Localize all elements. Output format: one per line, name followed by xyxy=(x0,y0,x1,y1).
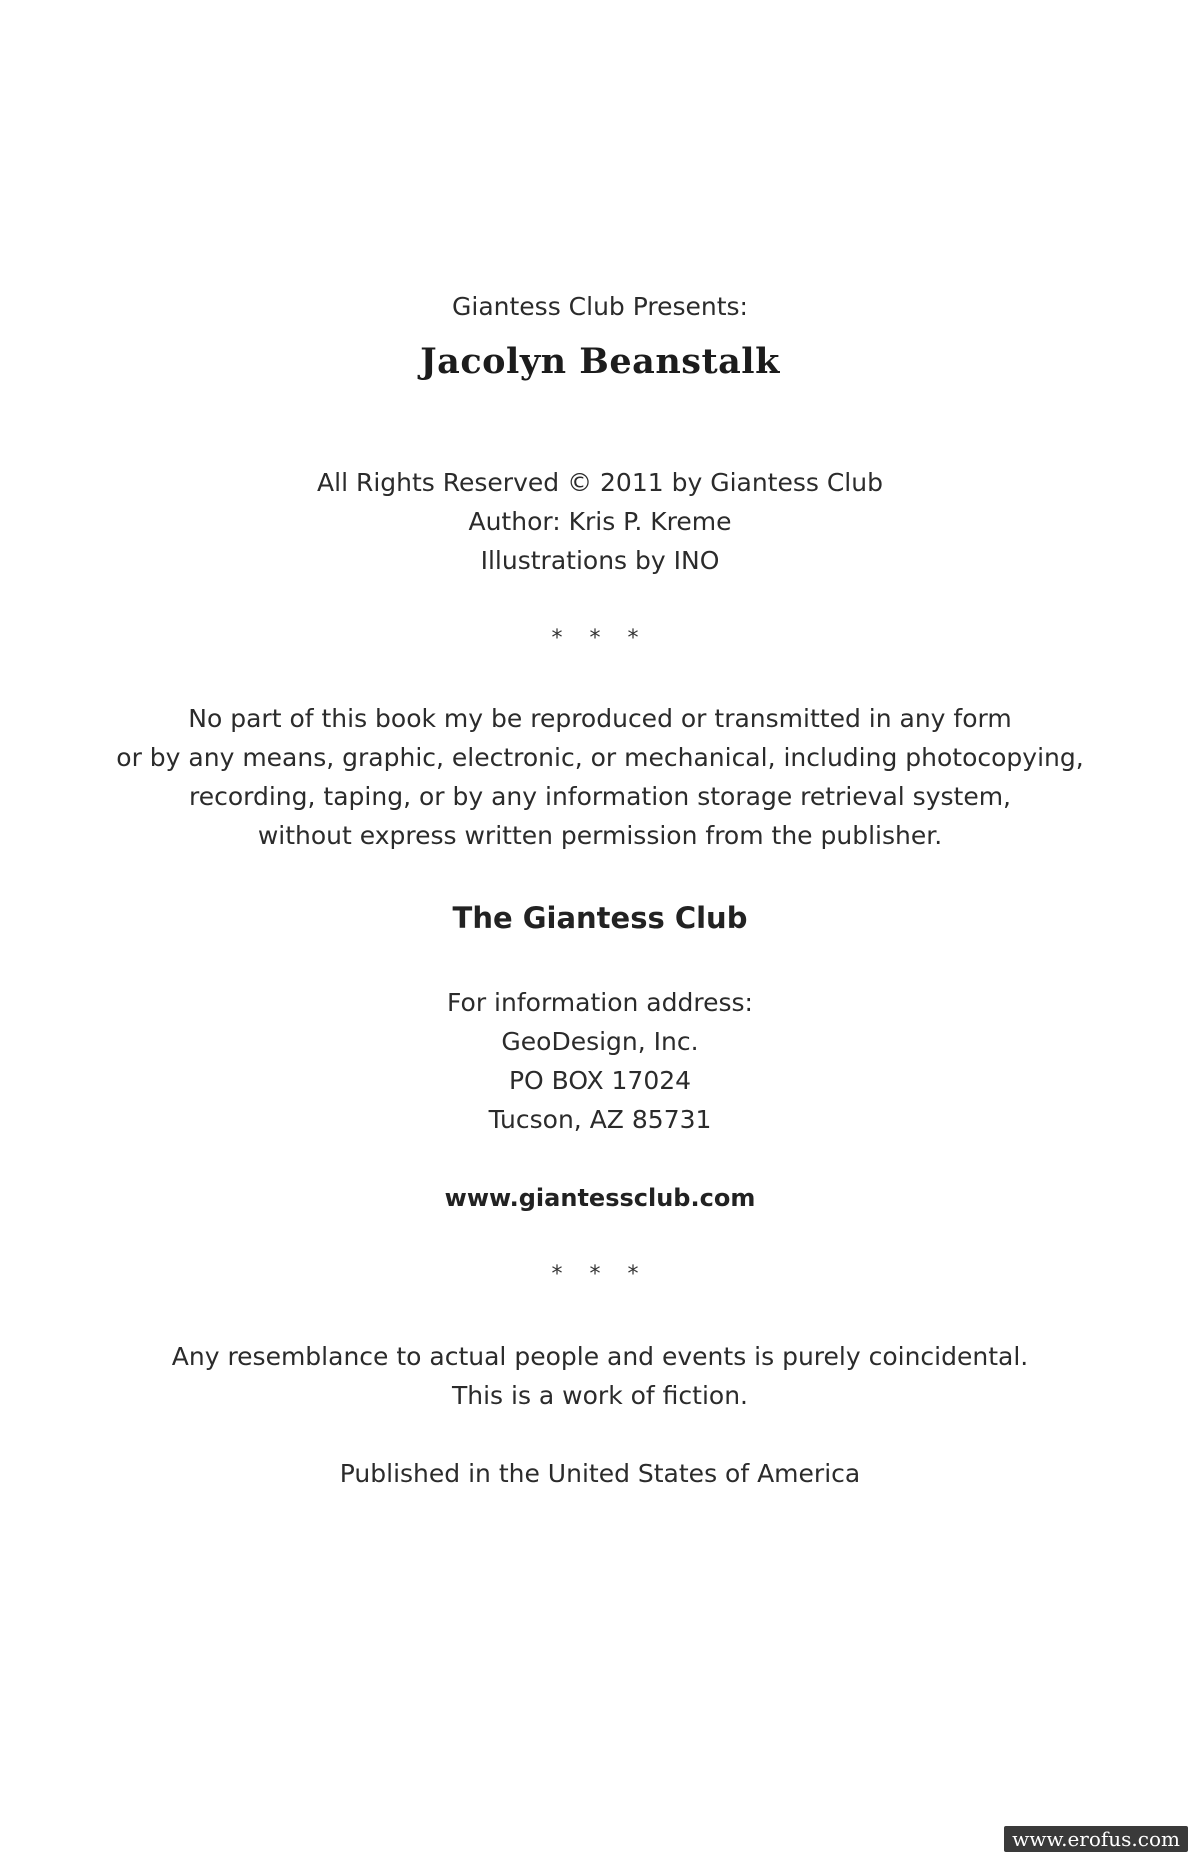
notice-line-1: No part of this book my be reproduced or transmitted in any form xyxy=(188,704,1012,733)
separator-bottom: * * * xyxy=(551,1262,649,1287)
website-link[interactable]: www.giantessclub.com xyxy=(444,1184,756,1212)
presents-line: Giantess Club Presents: xyxy=(452,292,748,321)
rights-line: All Rights Reserved © 2011 by Giantess Club xyxy=(317,468,883,497)
published-line: Published in the United States of America xyxy=(339,1459,861,1488)
notice-line-4: without express written permission from the publisher. xyxy=(257,821,943,850)
company-name: GeoDesign, Inc. xyxy=(501,1027,699,1056)
illustrations-line: Illustrations by INO xyxy=(480,546,720,575)
po-box: PO BOX 17024 xyxy=(508,1066,692,1095)
watermark-badge: www.erofus.com xyxy=(1004,1826,1188,1852)
disclaimer-line-1: Any resemblance to actual people and events is purely coincidental. xyxy=(171,1342,1029,1371)
author-line: Author: Kris P. Kreme xyxy=(468,507,732,536)
city-line: Tucson, AZ 85731 xyxy=(488,1105,712,1134)
publisher-name: The Giantess Club xyxy=(452,901,748,935)
disclaimer-line-2: This is a work of fiction. xyxy=(451,1381,749,1410)
notice-line-2: or by any means, graphic, electronic, or mechanical, including photocopying, xyxy=(116,743,1084,772)
notice-line-3: recording, taping, or by any information storage retrieval system, xyxy=(189,782,1011,811)
address-label: For information address: xyxy=(447,988,753,1017)
book-title: Jacolyn Beanstalk xyxy=(420,341,780,382)
separator-top: * * * xyxy=(551,626,649,651)
